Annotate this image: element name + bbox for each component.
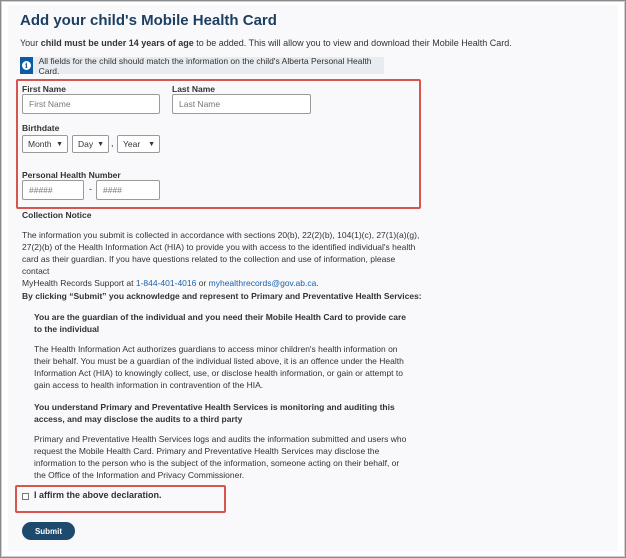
last-name-label: Last Name (172, 84, 215, 94)
collection-line: MyHealth Records Support at 1-844-401-4016 or myhealthrecords@gov.ab.ca. (22, 278, 319, 288)
birth-day-value: Day (78, 139, 94, 149)
page-title: Add your child's Mobile Health Card (20, 12, 277, 29)
collection-notice-text (22, 229, 422, 289)
submit-button[interactable]: Submit (22, 522, 75, 540)
first-name-input[interactable] (22, 94, 160, 114)
first-name-label: First Name (22, 84, 66, 94)
info-icon: i (20, 57, 33, 74)
phn-part2-input[interactable] (96, 180, 160, 200)
affirm-label[interactable]: I affirm the above declaration. (34, 490, 162, 500)
birth-month-select[interactable] (22, 135, 68, 153)
birth-year-select[interactable] (117, 135, 160, 153)
phn-label: Personal Health Number (22, 170, 121, 180)
guardian-heading: You are the guardian of the individual and you need their Mobile Health Card to provide care to the individual (34, 312, 407, 334)
chevron-down-icon: ▼ (56, 140, 63, 148)
info-banner (20, 57, 384, 74)
phone-link[interactable]: 1-844-401-4016 (135, 278, 197, 288)
intro-bold: child must be under 14 years of age (40, 38, 194, 48)
birth-month-value: Month (28, 139, 52, 149)
chevron-down-icon: ▼ (148, 140, 155, 148)
declaration-heading: By clicking “Submit” you acknowledge and represent to Primary and Preventative Health Services: (22, 291, 422, 301)
intro-prefix: Your (20, 38, 41, 48)
intro-suffix: to be added. This will allow you to view and download their Mobile Health Card. (193, 38, 512, 48)
affirm-checkbox[interactable] (22, 493, 29, 500)
info-text: All fields for the child should match the information on the child's Alberta Personal Health Card. (38, 55, 372, 76)
email-link[interactable]: myhealthrecords@gov.ab.ca (208, 278, 317, 288)
intro-text (20, 38, 512, 48)
birth-year-value: Year (123, 139, 141, 149)
audit-text: Primary and Preventative Health Services logs and audits the information submitted and users who request the Mobile Health Card. Primary and Preventative Health Services may disclose the information to the person who is the subject of the information, someone acting on their behalf, or the Office of the Information and Privacy Commissioner. (34, 434, 407, 480)
collection-line: The information you submit is collected in accordance with sections 20(b), 22(2)(b), 104(1)(c), 27(1)(a)(g), (22, 230, 420, 240)
last-name-input[interactable] (172, 94, 311, 114)
phn-part1-input[interactable] (22, 180, 84, 200)
audit-heading: You understand Primary and Preventative Health Services is monitoring and auditing this access, and may disclose the audits to a third party (34, 402, 395, 424)
birthdate-label: Birthdate (22, 123, 60, 133)
birth-day-select[interactable] (72, 135, 109, 153)
chevron-down-icon: ▼ (97, 140, 104, 148)
collection-line: 27(2)(b) of the Health Information Act (HIA) to provide you with access to the identified individual's health (22, 242, 416, 252)
collection-line: card as their guardian. If you have questions related to the collection and use of information, please contact (22, 254, 396, 276)
collection-notice-title: Collection Notice (22, 210, 92, 220)
birthdate-separator: , (111, 138, 114, 148)
guardian-text: The Health Information Act authorizes guardians to access minor children's health information on their behalf. You must be a guardian of the individual listed above, it is an offence under the Health Information Act (HIA) to knowingly collect, use, or disclose health information, or gain or attempt to gain access to health information in contravention of the HIA. (34, 344, 404, 390)
phn-separator: - (89, 184, 92, 194)
